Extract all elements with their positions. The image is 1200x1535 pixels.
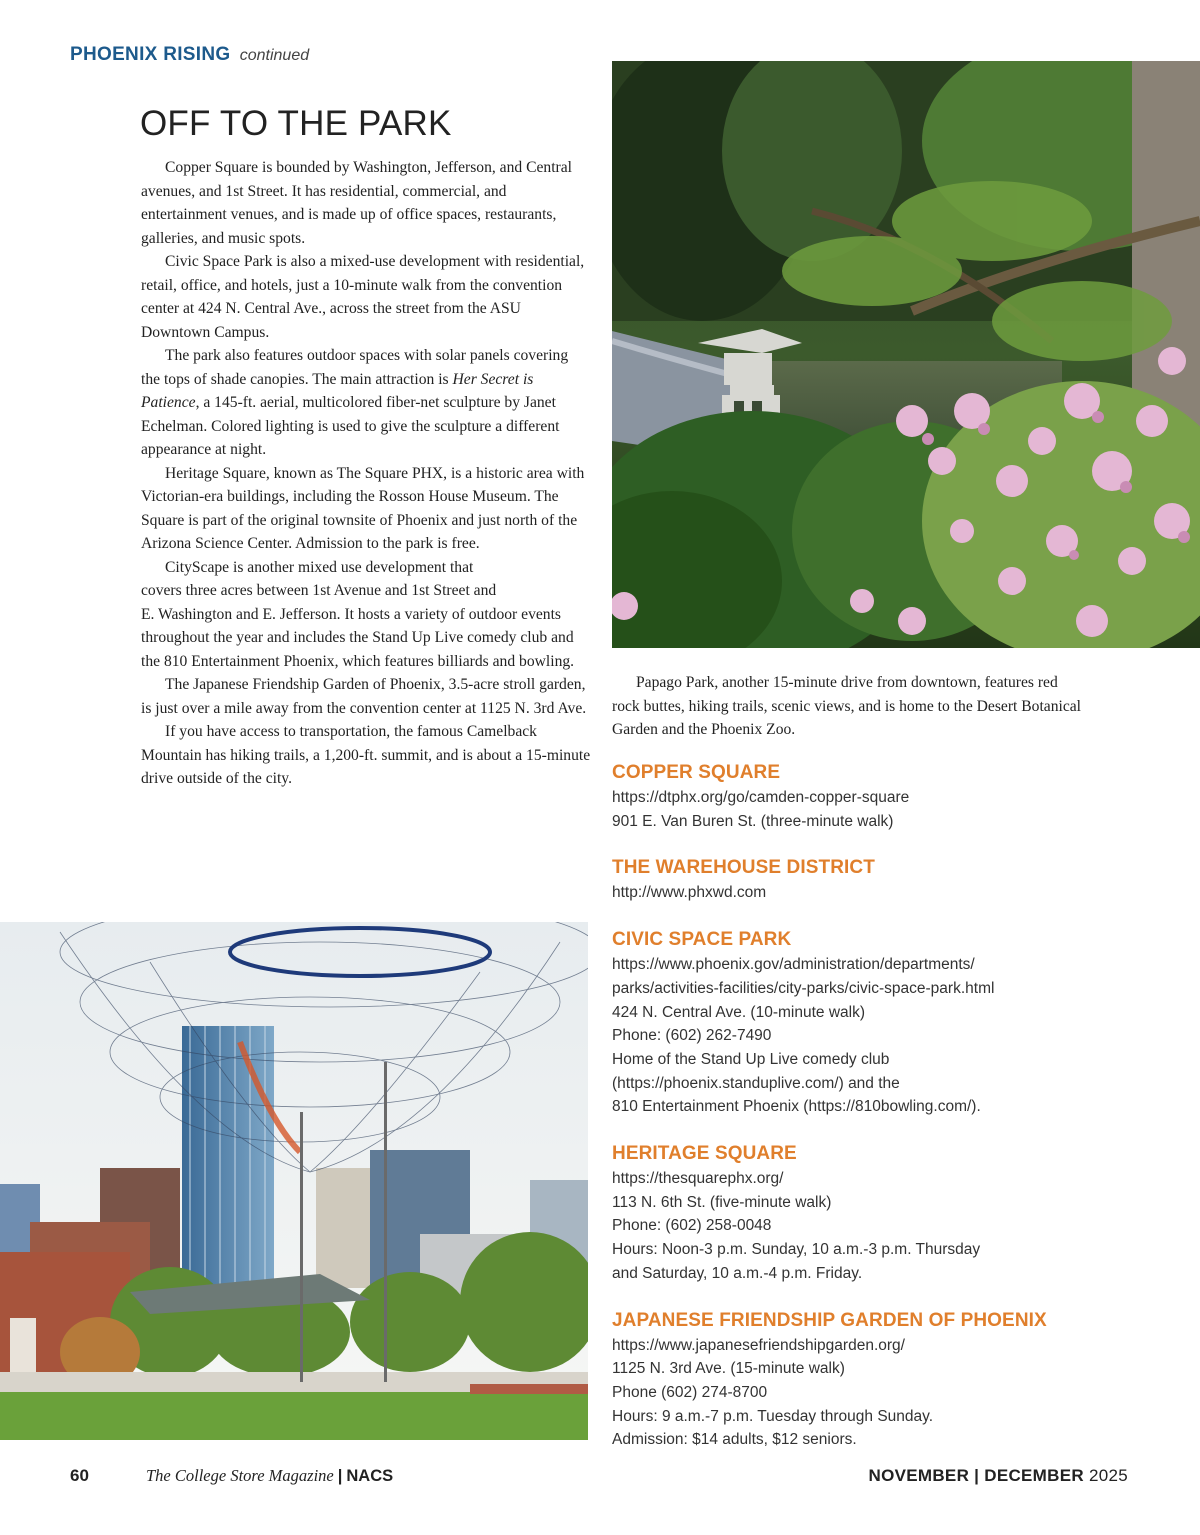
magazine-name: The College Store Magazine <box>146 1466 334 1485</box>
paragraph-cityscape-1: CityScape is another mixed use development that <box>165 558 474 576</box>
listing-url[interactable]: http://www.phxwd.com <box>612 884 767 902</box>
issue-year: 2025 <box>1088 1466 1128 1485</box>
listing-title: JAPANESE FRIENDSHIP GARDEN OF PHOENIX <box>612 1309 1047 1331</box>
listing-title: THE WAREHOUSE DISTRICT <box>612 857 875 879</box>
listing-phone: Phone (602) 274-8700 <box>612 1383 768 1401</box>
civic-space-park-sculpture-photo <box>0 922 588 1440</box>
listing-admission: Admission: $14 adults, $12 seniors. <box>612 1431 857 1449</box>
paragraph-cityscape-2: covers three acres between 1st Avenue and 1st Street and <box>141 582 497 599</box>
listing-hours: Hours: 9 a.m.-7 p.m. Tuesday through Sunday. <box>612 1407 934 1425</box>
listing-japanese-friendship-garden <box>612 1308 1152 1453</box>
listing-address: 113 N. 6th St. (five-minute walk) <box>612 1193 832 1211</box>
paragraph-sculpture-lead: The park also features outdoor spaces with solar panels covering the tops of shade canopies. The main attraction is <box>141 347 569 388</box>
paragraph-camelback: If you have access to transportation, the famous Camelback Mountain has hiking trails, a 1,200-ft. summit, and is about a 15-minute drive outside of the city. <box>141 723 591 787</box>
section-name: PHOENIX RISING <box>70 44 231 65</box>
page-footer <box>0 1466 1200 1490</box>
listing-phone: Phone: (602) 258-0048 <box>612 1217 772 1235</box>
issue-date <box>869 1466 1128 1486</box>
paragraph-civic-space-park: Civic Space Park is also a mixed-use development with residential, retail, office, and hotels, just a 10-minute walk from the convention center at 424 N. Central Ave., across the street from the ASU Downtown Campus. <box>141 253 585 341</box>
listing-warehouse-district <box>612 855 1152 905</box>
paragraph-sculpture-rest: , a 145-ft. aerial, multicolored fiber-net sculpture by Janet Echelman. Colored lighting is used to give the sculpture a different appearance at night. <box>141 394 560 458</box>
continued-label: continued <box>239 47 310 64</box>
paragraph-sculpture <box>141 344 591 462</box>
paragraph-japanese-garden: The Japanese Friendship Garden of Phoenix, 3.5-acre stroll garden, is just over a mile away from the convention center at 1125 N. 3rd Ave. <box>141 676 587 717</box>
listing-copper-square <box>612 760 1152 833</box>
listing-address: 901 E. Van Buren St. (three-minute walk) <box>612 812 894 830</box>
japanese-garden-photo <box>612 61 1200 648</box>
listing-heritage-square <box>612 1141 1152 1286</box>
listing-note: Home of the Stand Up Live comedy club <box>612 1050 890 1068</box>
listing-url[interactable]: https://www.japanesefriendshipgarden.org/ <box>612 1336 905 1354</box>
paragraph-copper-square: Copper Square is bounded by Washington, Jefferson, and Central avenues, and 1st Street. It has residential, commercial, and entertainment venues, and is made up of office spaces, restaurants, galleries, and music spots. <box>141 159 572 247</box>
listing-hours: and Saturday, 10 a.m.-4 p.m. Friday. <box>612 1264 863 1282</box>
running-header <box>70 44 309 66</box>
listing-title: CIVIC SPACE PARK <box>612 929 792 951</box>
listing-url[interactable]: https://dtphx.org/go/camden-copper-square <box>612 789 910 806</box>
footer-separator: | <box>337 1467 343 1485</box>
attractions-list <box>612 760 1152 1474</box>
listing-url-continued[interactable]: parks/activities-facilities/city-parks/civic-space-park.html <box>612 979 995 997</box>
listing-note: (https://phoenix.standuplive.com/) and the <box>612 1074 900 1092</box>
listing-hours: Hours: Noon-3 p.m. Sunday, 10 a.m.-3 p.m. Thursday <box>612 1241 981 1259</box>
listing-title: COPPER SQUARE <box>612 762 781 783</box>
organization-name: NACS <box>346 1467 394 1485</box>
listing-address: 424 N. Central Ave. (10-minute walk) <box>612 1003 865 1021</box>
article-title: OFF TO THE PARK <box>140 104 452 143</box>
issue-months: NOVEMBER | DECEMBER <box>868 1466 1084 1485</box>
listing-title: HERITAGE SQUARE <box>612 1143 797 1165</box>
listing-note: 810 Entertainment Phoenix (https://810bowling.com/). <box>612 1098 981 1116</box>
listing-url[interactable]: https://www.phoenix.gov/administration/departments/ <box>612 956 975 974</box>
listing-address: 1125 N. 3rd Ave. (15-minute walk) <box>612 1360 845 1378</box>
paragraph-heritage-square: Heritage Square, known as The Square PHX, is a historic area with Victorian-era buildings, including the Rosson House Museum. The Square is part of the original townsite of Phoenix and just north of the Arizona Science Center. Admission to the park is free. <box>141 464 585 552</box>
listing-civic-space-park <box>612 927 1152 1119</box>
page-number: 60 <box>70 1466 89 1485</box>
magazine-credit <box>146 1466 393 1486</box>
papago-paragraph-block <box>612 671 1082 742</box>
sculpture-title: Her Secret is Patience <box>141 370 534 411</box>
article-body <box>141 156 591 791</box>
listing-phone: Phone: (602) 262-7490 <box>612 1027 772 1045</box>
listing-url[interactable]: https://thesquarephx.org/ <box>612 1170 784 1188</box>
paragraph-cityscape-3: E. Washington and E. Jefferson. It hosts a variety of outdoor events throughout the year and includes the Stand Up Live comedy club and the 810 Entertainment Phoenix, which features billiards and bowling. <box>141 605 575 670</box>
paragraph-papago-park: Papago Park, another 15-minute drive from downtown, features red rock buttes, hiking trails, scenic views, and is home to the Desert Botanical Garden and the Phoenix Zoo. <box>612 674 1082 738</box>
